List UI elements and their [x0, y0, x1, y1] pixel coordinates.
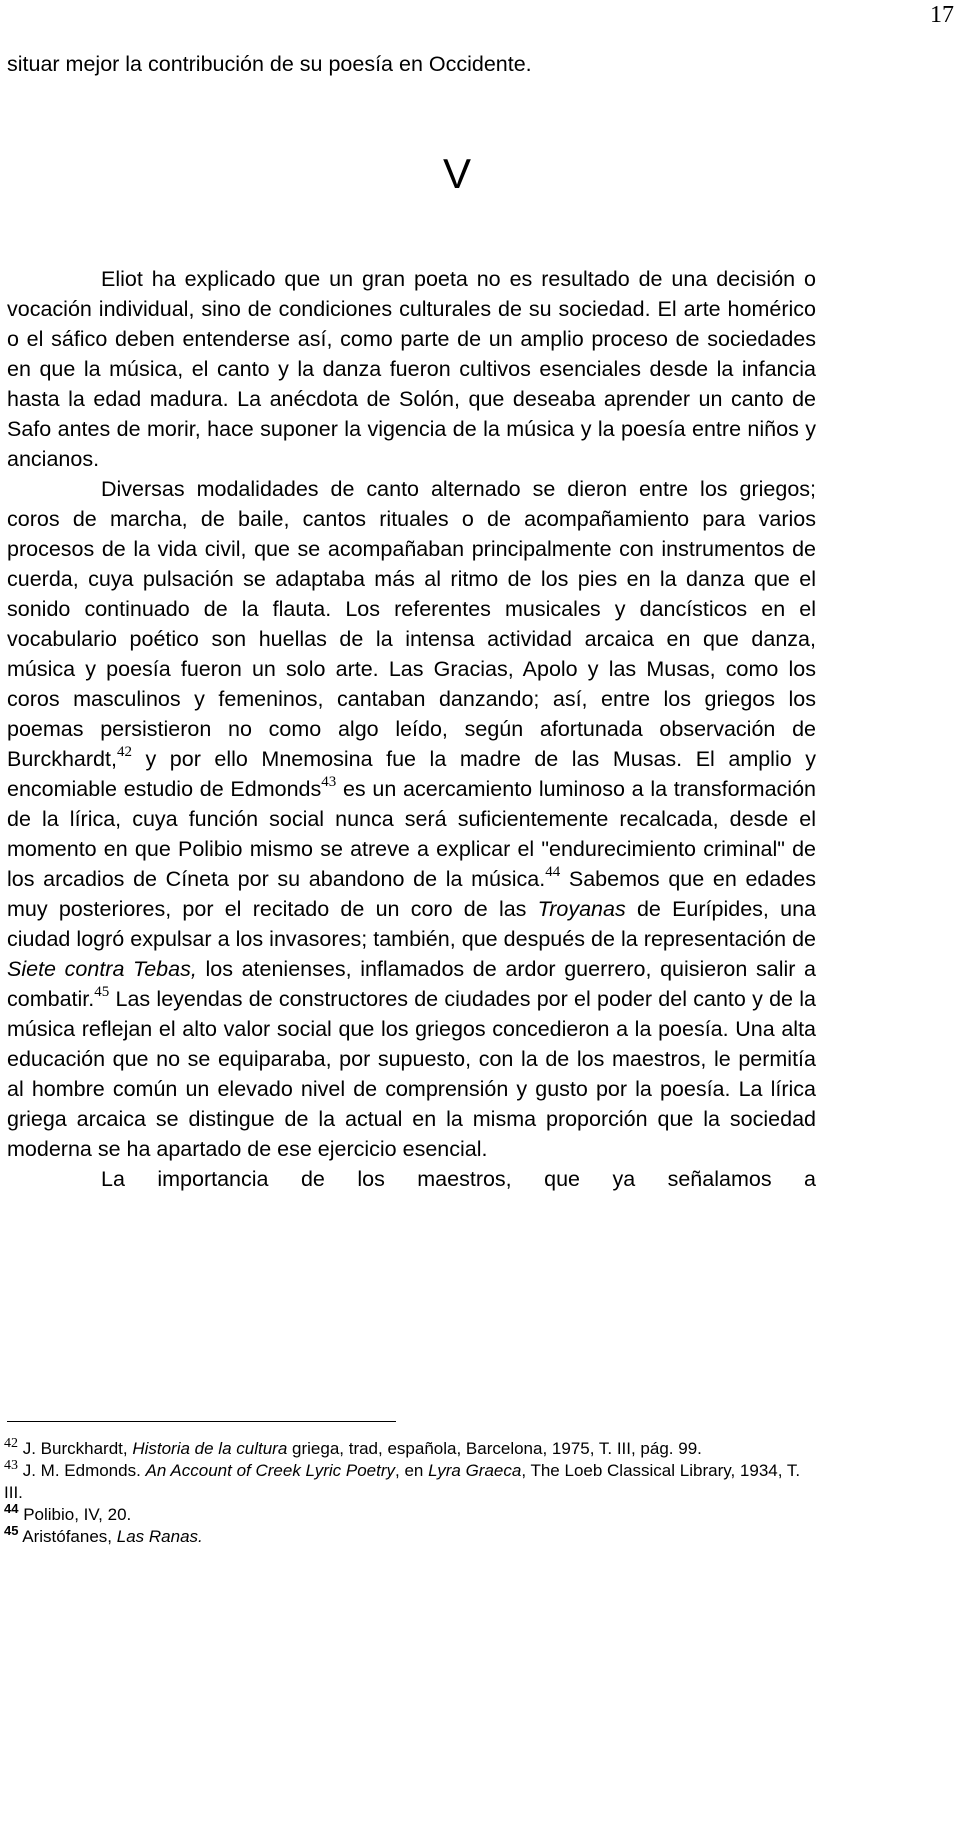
footnote-title: Las Ranas. [116, 1527, 203, 1546]
footnote-divider [7, 1421, 396, 1422]
p2-text-d: Sabemos que en edades muy posteriores, por el recitado de un coro de las [7, 867, 817, 921]
footnote-number: 42 [4, 1436, 18, 1451]
p2-text-a: Diversas modalidades de canto alternado se dieron entre los griegos; coros de marcha, de baile, cantos rituales o de acompañamiento para varios procesos de la vida civil, que se acompañaban principalmente con instrumentos de cuerda, cuya pulsación se adaptaba más al ritmo de los pies en la danza que el sonido continuado de la flauta. Los referentes musicales y dancísticos en el vocabulario poético son huellas de la intensa actividad arcaica en que danza, música y poesía fueron un solo arte. Las Gracias, Apolo y las Musas, como los coros masculinos y femeninos, cantaban danzando; así, entre los griegos los poemas persistieron no como algo leído, según afortunada observación de Burckhardt, [7, 477, 816, 771]
footnotes [4, 1438, 816, 1548]
footnote-title: Historia de la cultura [132, 1439, 288, 1458]
section-heading: V [443, 150, 472, 197]
footnote-title: Lyra Graeca [428, 1461, 522, 1480]
title-siete-contra-tebas: Siete contra Tebas, [7, 957, 197, 981]
footnote-number: 45 [4, 1523, 19, 1538]
footnote-ref-42[interactable]: 42 [116, 744, 132, 760]
p2-text-f: los atenienses, inflamados de ardor guerrero, quisieron salir a combatir. [7, 957, 817, 1011]
p2-text-g: Las leyendas de constructores de ciudades por el poder del canto y de la música reflejan el alto valor social que los griegos concedieron a la poesía. Una alta educación que no se equiparaba, por supuesto, con la de los maestros, le permitía al hombre común un elevado nivel de comprensión y gusto por la poesía. La lírica griega arcaica se distingue de la actual en la misma proporción que la sociedad moderna se ha apartado de ese ejercicio esencial. [7, 987, 816, 1161]
footnote-42 [4, 1438, 816, 1460]
p2-text-b: y por ello Mnemosina fue la madre de las Musas. El amplio y encomiable estudio de Edmonds [7, 747, 816, 801]
footnote-45 [4, 1523, 816, 1548]
footnote-text: griega, trad, española, Barcelona, 1975, T. III, pág. 99. [287, 1439, 702, 1458]
p2-text-c: es un acercamiento luminoso a la transformación de la lírica, cuya función social nunca será suficientemente recalcada, desde el momento en que Polibio mismo se atreve a explicar el "endurecimiento criminal" de los arcadios de Cíneta por su abandono de la música. [7, 777, 816, 891]
footnote-text: J. M. Edmonds. [18, 1461, 146, 1480]
footnote-44 [4, 1501, 816, 1526]
page-number: 17 [930, 2, 954, 28]
footnote-number: 44 [4, 1501, 19, 1516]
footnote-ref-43[interactable]: 43 [321, 774, 337, 790]
footnote-text: Aristófanes, [18, 1527, 117, 1546]
footnote-ref-44[interactable]: 44 [545, 864, 561, 880]
paragraph-3: La importancia de los maestros, que ya señalamos a [101, 1167, 816, 1191]
p2-text-e: de Eurípides, una ciudad logró expulsar a los invasores; también, que después de la representación de [7, 897, 817, 951]
footnote-number: 43 [4, 1458, 18, 1473]
footnote-text: Polibio, IV, 20. [18, 1505, 132, 1524]
footnote-text: , en [395, 1461, 429, 1480]
footnote-text: J. Burckhardt, [18, 1439, 133, 1458]
title-troyanas: Troyanas [537, 897, 626, 921]
footnote-ref-45[interactable]: 45 [94, 984, 110, 1000]
body-text [7, 264, 816, 1194]
continued-line: situar mejor la contribución de su poesía en Occidente. [7, 52, 532, 76]
footnote-43 [4, 1460, 816, 1504]
paragraph-1: Eliot ha explicado que un gran poeta no es resultado de una decisión o vocación individual, sino de condiciones culturales de su sociedad. El arte homérico o el sáfico deben entenderse así, como parte de un amplio proceso de sociedades en que la música, el canto y la danza fueron cultivos esenciales desde la infancia hasta la edad madura. La anécdota de Solón, que deseaba aprender un canto de Safo antes de morir, hace suponer la vigencia de la música y la poesía entre niños y ancianos. [7, 267, 816, 471]
footnote-title: An Account of Creek Lyric Poetry [145, 1461, 395, 1480]
footnote-text: , The Loeb Classical Library, 1934, T. III. [4, 1461, 801, 1502]
paragraph-2 [7, 474, 816, 1164]
